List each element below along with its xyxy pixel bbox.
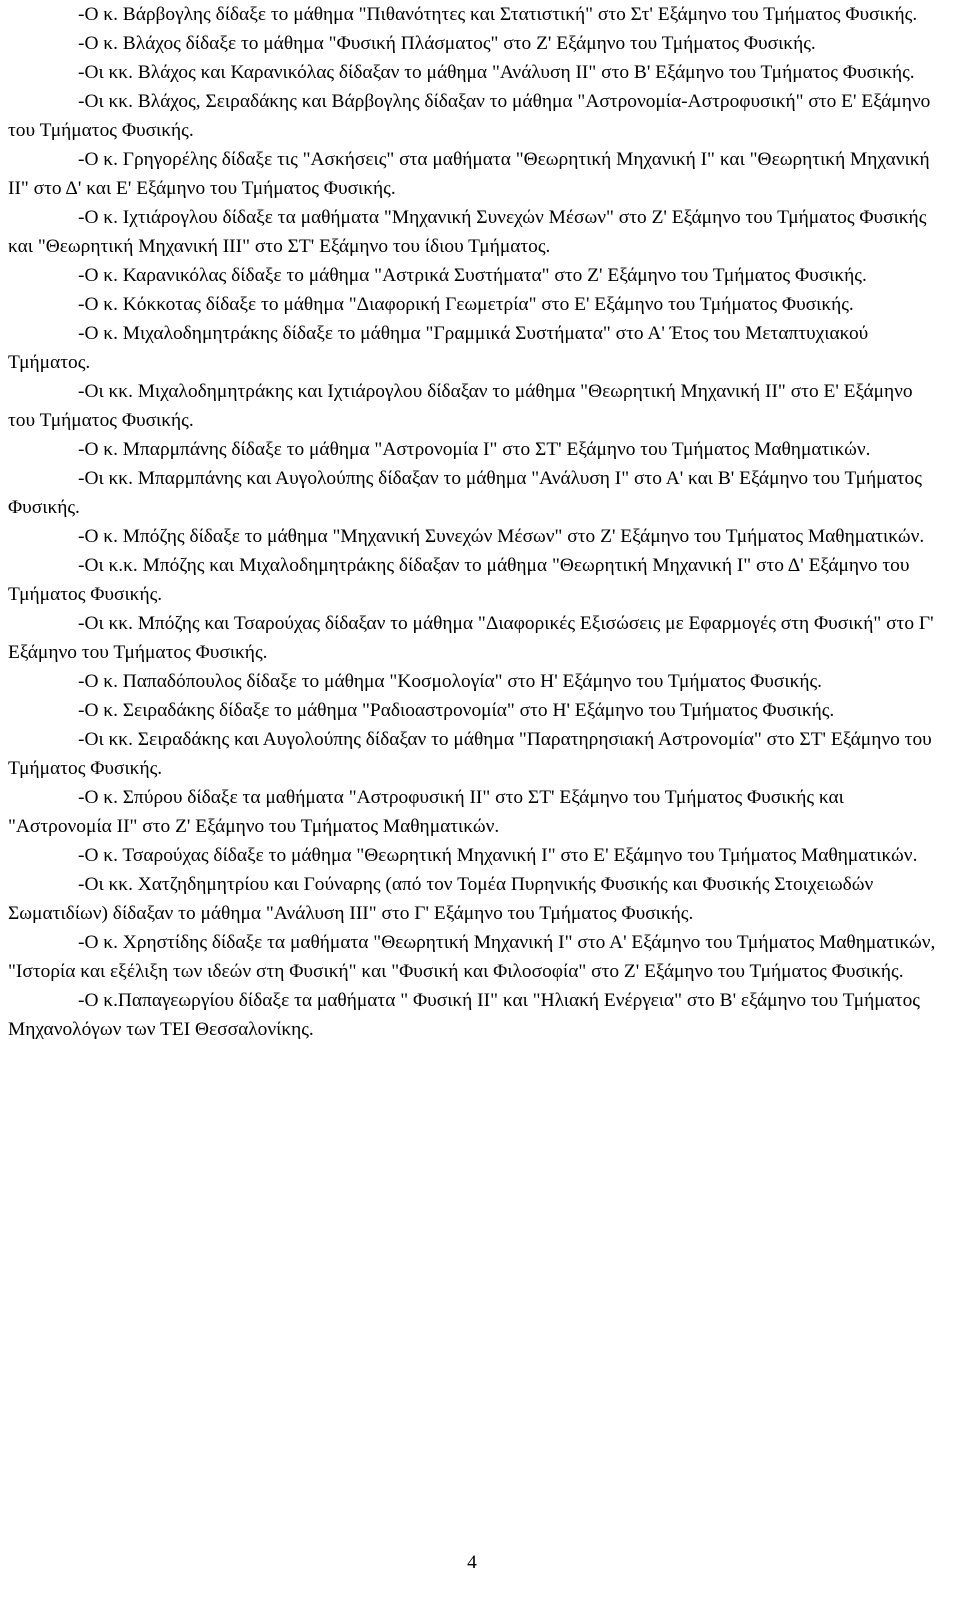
paragraph: -Ο κ. Σειραδάκης δίδαξε το μάθημα "Ραδιοαστρονομία" στο Η' Εξάμηνο του Τμήματος Φυσικής.	[78, 700, 835, 721]
paragraph: -Ο κ. Παπαδόπουλος δίδαξε το μάθημα "Κοσμολογία" στο Η' Εξάμηνο του Τμήματος Φυσικής.	[78, 671, 823, 692]
paragraph: -Οι κκ. Βλάχος και Καρανικόλας δίδαξαν το μάθημα "Ανάλυση ΙΙ" στο Β' Εξάμηνο του Τμήματος Φυσικής.	[78, 62, 915, 83]
paragraph: -Ο κ. Τσαρούχας δίδαξε το μάθημα "Θεωρητική Μηχανική Ι" στο Ε' Εξάμηνο του Τμήματος Μαθηματικών.	[78, 845, 918, 866]
paragraph: -Ο κ. Βλάχος δίδαξε το μάθημα "Φυσική Πλάσματος" στο Ζ' Εξάμηνο του Τμήματος Φυσικής.	[78, 33, 816, 54]
paragraph: -Ο κ. Ιχτιάρογλου δίδαξε τα μαθήματα "Μηχανική Συνεχών Μέσων" στο Ζ' Εξάμηνο του Τμήματος Φυσικής και "Θεωρητική Μηχανική ΙΙΙ" στο ΣΤ' Εξάμηνο του ίδιου Τμήματος.	[8, 207, 927, 257]
paragraph: -Οι κκ. Μιχαλοδημητράκης και Ιχτιάρογλου δίδαξαν το μάθημα "Θεωρητική Μηχανική ΙΙ" στο Ε' Εξάμηνο του Τμήματος Φυσικής.	[8, 381, 913, 431]
paragraph: -Οι κ.κ. Μπόζης και Μιχαλοδημητράκης δίδαξαν το μάθημα "Θεωρητική Μηχανική Ι" στο Δ' Εξάμηνο του Τμήματος Φυσικής.	[8, 555, 910, 605]
paragraph: -Ο κ. Καρανικόλας δίδαξε το μάθημα "Αστρικά Συστήματα" στο Ζ' Εξάμηνο του Τμήματος Φυσικής.	[78, 265, 867, 286]
paragraph: -Οι κκ. Μπαρμπάνης και Αυγολούπης δίδαξαν το μάθημα "Ανάλυση Ι" στο Α' και Β' Εξάμηνο του Τμήματος Φυσικής.	[8, 468, 922, 518]
paragraph: -Οι κκ. Σειραδάκης και Αυγολούπης δίδαξαν το μάθημα "Παρατηρησιακή Αστρονομία" στο ΣΤ' Εξάμηνο του Τμήματος Φυσικής.	[8, 729, 932, 779]
paragraph: -Ο κ. Σπύρου δίδαξε τα μαθήματα "Αστροφυσική ΙΙ" στο ΣΤ' Εξάμηνο του Τμήματος Φυσικής και "Αστρονομία ΙΙ" στο Ζ' Εξάμηνο του Τμήματος Μαθηματικών.	[8, 787, 844, 837]
paragraph: -Ο κ.Παπαγεωργίου δίδαξε τα μαθήματα " Φυσική ΙΙ" και "Ηλιακή Ενέργεια" στο Β' εξάμηνο του Τμήματος Μηχανολόγων των ΤΕΙ Θεσσαλονίκης.	[8, 990, 920, 1040]
paragraph: -Ο κ. Γρηγορέλης δίδαξε τις "Ασκήσεις" στα μαθήματα "Θεωρητική Μηχανική Ι" και "Θεωρητική Μηχανική ΙΙ" στο Δ' και Ε' Εξάμηνο του Τμήματος Φυσικής.	[8, 149, 930, 199]
paragraph: -Οι κκ. Μπόζης και Τσαρούχας δίδαξαν το μάθημα "Διαφορικές Εξισώσεις με Εφαρμογές στη Φυσική" στο Γ' Εξάμηνο του Τμήματος Φυσικής.	[8, 613, 934, 663]
document-page	[8, 0, 944, 1600]
page-number: 4	[467, 1552, 477, 1573]
paragraph: -Οι κκ. Βλάχος, Σειραδάκης και Βάρβογλης δίδαξαν το μάθημα "Αστρονομία-Αστροφυσική" στο Ε' Εξάμηνο του Τμήματος Φυσικής.	[8, 91, 931, 141]
paragraph: -Ο κ. Μπόζης δίδαξε το μάθημα "Μηχανική Συνεχών Μέσων" στο Ζ' Εξάμηνο του Τμήματος Μαθηματικών.	[78, 526, 925, 547]
paragraph: -Ο κ. Μιχαλοδημητράκης δίδαξε το μάθημα "Γραμμικά Συστήματα" στο Α' Έτος του Μεταπτυχιακού Τμήματος.	[8, 323, 869, 373]
paragraph: -Ο κ. Χρηστίδης δίδαξε τα μαθήματα "Θεωρητική Μηχανική Ι" στο Α' Εξάμηνο του Τμήματος Μαθηματικών, "Ιστορία και εξέλιξη των ιδεών στη Φυσική" και "Φυσική και Φιλοσοφία" στο Ζ' Εξάμηνο του Τμήματος Φυσικής.	[8, 932, 936, 982]
paragraph: -Ο κ. Μπαρμπάνης δίδαξε το μάθημα "Αστρονομία Ι" στο ΣΤ' Εξάμηνο του Τμήματος Μαθηματικών.	[78, 439, 871, 460]
paragraph: -Ο κ. Βάρβογλης δίδαξε το μάθημα "Πιθανότητες και Στατιστική" στο Στ' Εξάμηνο του Τμήματος Φυσικής.	[78, 4, 918, 25]
body-text	[8, 0, 944, 1044]
paragraph: -Ο κ. Κόκκοτας δίδαξε το μάθημα "Διαφορική Γεωμετρία" στο Ε' Εξάμηνο του Τμήματος Φυσικής.	[78, 294, 854, 315]
paragraph: -Οι κκ. Χατζηδημητρίου και Γούναρης (από τον Τομέα Πυρηνικής Φυσικής και Φυσικής Στοιχειωδών Σωματιδίων) δίδαξαν το μάθημα "Ανάλυση ΙΙΙ" στο Γ' Εξάμηνο του Τμήματος Φυσικής.	[8, 874, 874, 924]
